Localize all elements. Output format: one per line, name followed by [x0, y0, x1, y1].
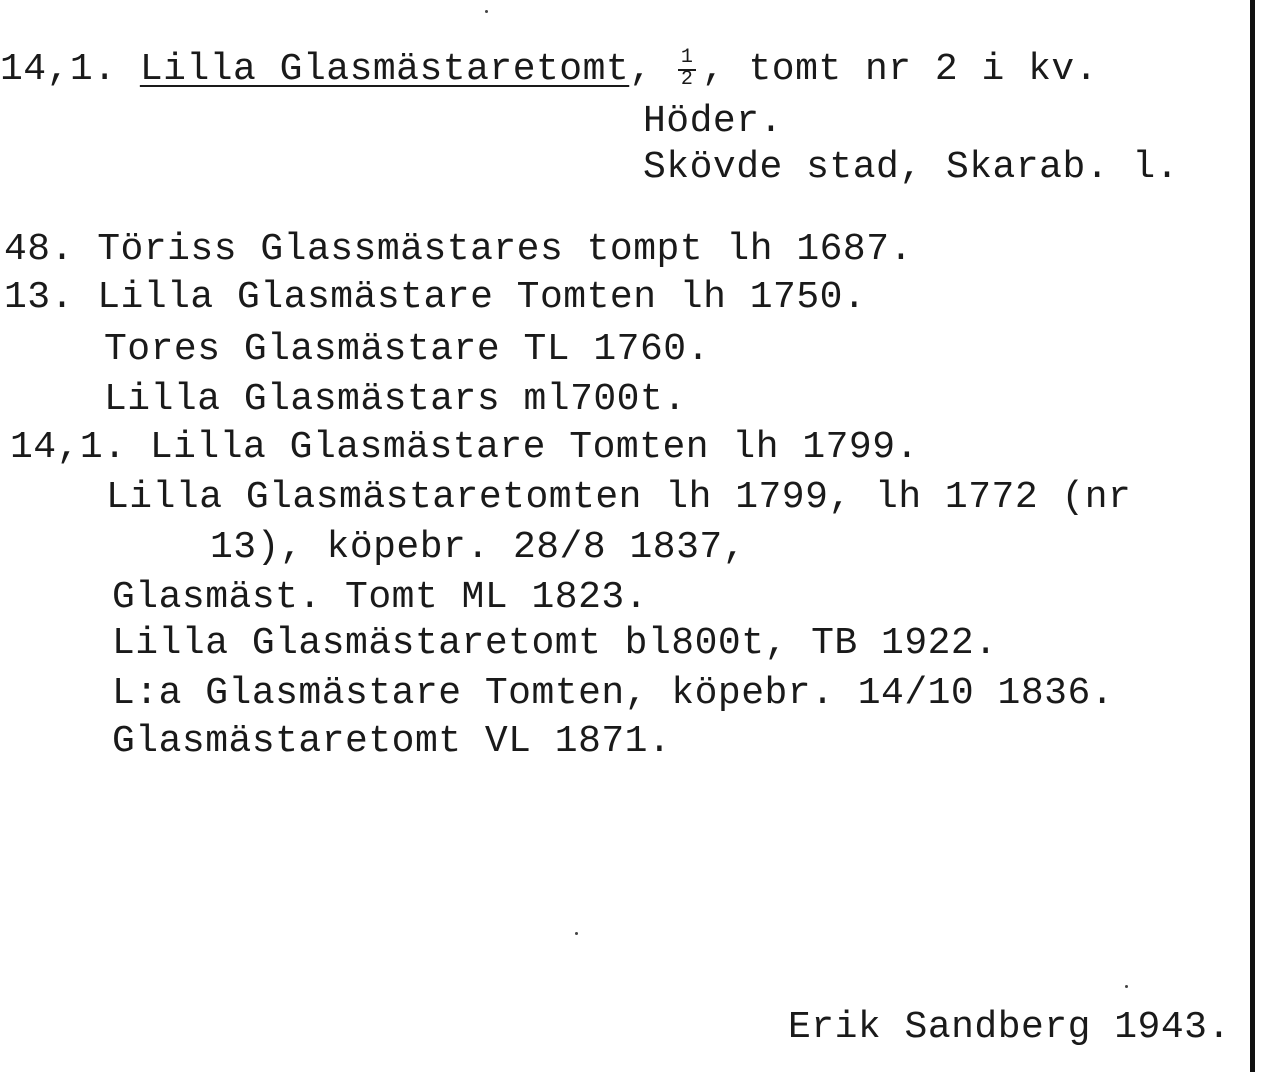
header-line	[0, 48, 1098, 92]
entry-line: 13), köpebr. 28/8 1837,	[210, 526, 746, 569]
entry-line: L:a Glasmästare Tomten, köpebr. 14/10 1836.	[112, 672, 1115, 715]
header-number: 14,1.	[0, 48, 117, 91]
entry-line: Tores Glasmästare TL 1760.	[104, 328, 710, 371]
paper-speck	[485, 10, 488, 13]
entry-line: Glasmästaretomt VL 1871.	[112, 720, 672, 763]
fraction	[676, 48, 702, 92]
entry-line: 13. Lilla Glasmästare Tomten lh 1750.	[4, 276, 867, 319]
entry-line: 48. Töriss Glassmästares tompt lh 1687.	[4, 228, 913, 271]
header-separator: ,	[629, 48, 653, 91]
entry-line: Glasmäst. Tomt ML 1823.	[112, 576, 648, 619]
entry-line: 14,1. Lilla Glasmästare Tomten lh 1799.	[10, 426, 919, 469]
paper-speck	[1125, 985, 1128, 988]
fraction-numerator: 1	[680, 46, 694, 69]
header-location-2: Skövde stad, Skarab. l.	[643, 146, 1179, 189]
signature: Erik Sandberg 1943.	[788, 1006, 1231, 1049]
entry-line: Lilla Glasmästaretomten lh 1799, lh 1772 (nr	[106, 476, 1132, 519]
fraction-denominator: 2	[680, 68, 694, 91]
header-location-1: Höder.	[643, 100, 783, 143]
entry-line: Lilla Glasmästaretomt bl800t, TB 1922.	[112, 622, 998, 665]
paper-speck	[575, 932, 578, 935]
entry-line: Lilla Glasmästars ml700t.	[104, 378, 687, 421]
header-rest: , tomt nr 2 i kv.	[701, 48, 1099, 91]
place-name: Lilla Glasmästaretomt	[139, 48, 630, 91]
card-edge	[1250, 0, 1255, 1072]
